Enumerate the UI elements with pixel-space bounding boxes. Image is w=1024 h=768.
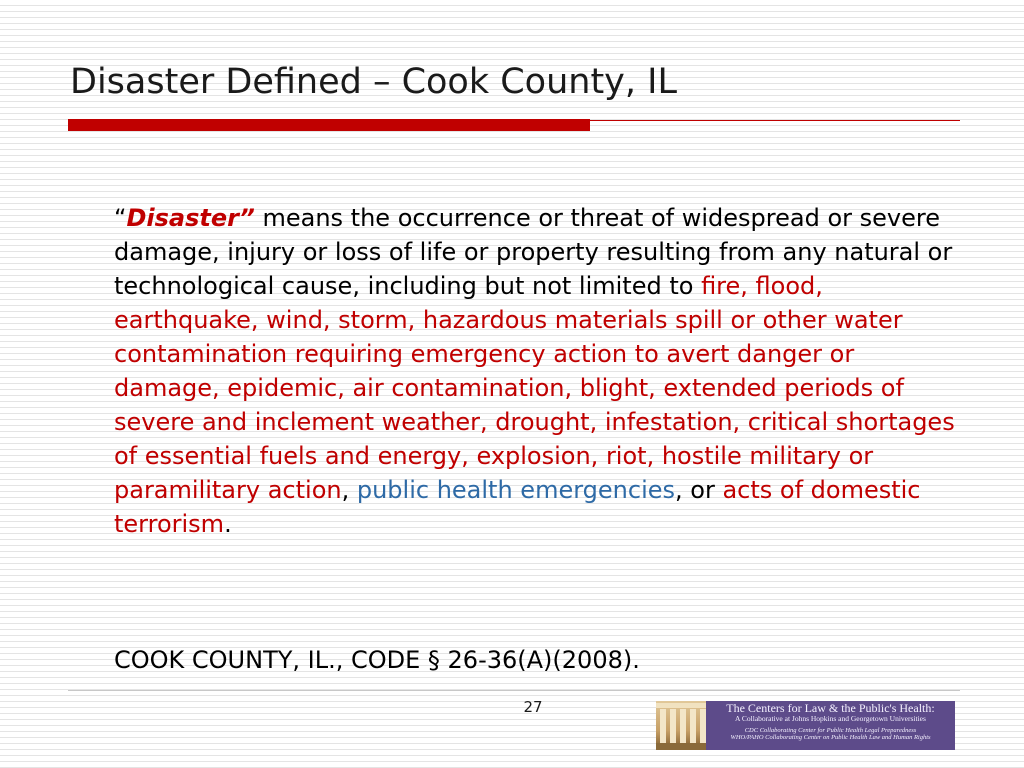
logo-who-line: WHO/PAHO Collaborating Center on Public Health Law and Human Rights [730,734,931,742]
defined-term: Disaster [126,204,240,232]
disaster-causes-list: fire, flood, earthquake, wind, storm, hazardous materials spill or other water contamination requiring emergency action to avert danger or damage, epidemic, air contamination, blight, extended periods of severe and inclement weather, drought, infestation, critical shortages of essential fuels and energy, explosion, riot, hostile military or paramilitary action [114,272,955,504]
logo-title: The Centers for Law & the Public's Health: [726,701,935,715]
logo-cdc-line: CDC Collaborating Center for Public Health Legal Preparedness [744,727,917,735]
title-underline-bar [68,119,590,131]
domestic-terrorism-text-a: acts of domestic [722,476,921,504]
definition-intro: means the occurrence or threat of widespread or severe damage, injury or loss of life or property resulting from any natural or technological cause, including but not limited to [114,204,953,300]
title-underline-line [590,120,960,121]
legal-citation: COOK COUNTY, IL., CODE § 26-36(A)(2008). [114,646,640,674]
open-quote: “ [114,204,127,232]
footer-divider [68,690,960,691]
definition-paragraph [114,201,964,541]
definition-end-period: . [224,510,232,538]
separator-1: , [341,476,357,504]
slide-title: Disaster Defined – Cook County, IL [70,62,677,102]
public-health-emergencies-text: public health emergencies [356,476,675,504]
logo-subtitle: A Collaborative at Johns Hopkins and Georgetown Universities [735,713,926,723]
pillars-icon [656,701,706,750]
logo-text-block [706,701,955,750]
close-quote: ” [239,204,255,232]
domestic-terrorism-text-b: terrorism [114,510,225,538]
separator-2: , or [675,476,723,504]
page-number: 27 [523,698,543,716]
centers-law-public-health-logo [656,701,955,750]
